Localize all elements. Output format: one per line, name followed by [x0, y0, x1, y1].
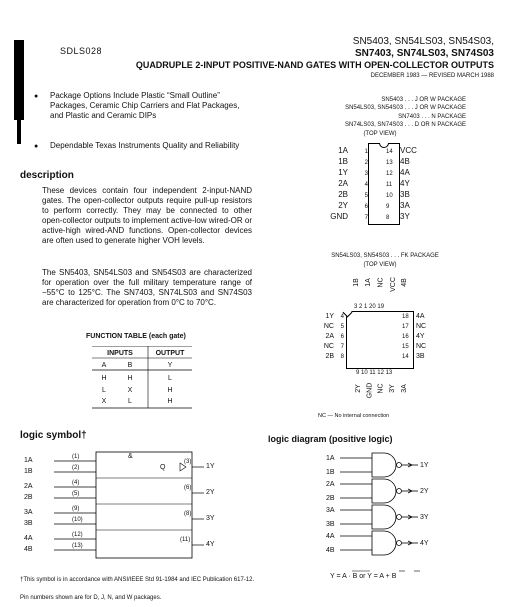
logic-symbol-amp: &	[128, 453, 133, 460]
fk-pin-right: 18 4A	[402, 313, 425, 320]
ls-input-pin: (4)	[72, 480, 80, 486]
ld-input: 2A	[326, 481, 335, 488]
ls-input: 3A	[24, 509, 33, 516]
logic-symbol-diagram	[20, 448, 230, 564]
ft-output-label: OUTPUT	[155, 350, 185, 357]
pkg1-view: (TOP VIEW)	[363, 131, 397, 137]
ld-input: 2B	[326, 495, 335, 502]
fk-pin-left: 1Y 4	[325, 313, 344, 320]
dip-pin-right-14: 14 VCC	[386, 146, 417, 155]
dip-pin-right-12: 12 4A	[386, 168, 410, 177]
ls-output-pin: (11)	[180, 537, 191, 543]
doc-id: SDLS028	[60, 46, 103, 56]
ls-input-pin: (1)	[72, 454, 80, 460]
ls-input: 1A	[24, 457, 33, 464]
feature-bullet-1: ●	[34, 93, 39, 100]
pkg1-line-1: SN5403 . . . J OR W PACKAGE	[381, 97, 466, 103]
dip-pin-right-10: 10 3B	[386, 190, 410, 199]
fk-right-pins	[402, 312, 452, 362]
fk-pin-left: NC 5	[323, 323, 344, 330]
fk-top-labels: 1B 1A NC VCC 4B	[352, 277, 408, 292]
dip-pin-left-5: 2B 5	[338, 190, 368, 199]
dip-left-pins	[320, 146, 380, 223]
ft-cell: L	[102, 387, 106, 394]
ls-input-pin: (12)	[72, 532, 83, 538]
ft-col-a: A	[101, 362, 107, 369]
ld-input: 4B	[326, 547, 335, 554]
ld-output: 1Y	[420, 462, 429, 469]
dip-pin-left-3: 1Y 3	[338, 168, 368, 177]
ls-input-pin: (2)	[72, 465, 80, 471]
pkg1-line-3: SN7403 . . . N PACKAGE	[398, 114, 466, 120]
section-marker-bar	[14, 40, 24, 120]
ls-input: 2A	[24, 483, 33, 490]
ls-output-pin: (8)	[184, 511, 192, 517]
ld-input: 4A	[326, 533, 335, 540]
ft-inputs-label: INPUTS	[107, 350, 133, 357]
function-table-title: FUNCTION TABLE (each gate)	[86, 333, 186, 340]
fk-pin-right: 17 NC	[402, 323, 427, 330]
footnote-1: †This symbol is in accordance with ANSI/IEEE Std 91-1984 and IEC Publication 617-12.	[20, 577, 255, 583]
pkg1-line-4: SN74LS03, SN74S03 . . . D OR N PACKAGE	[345, 122, 466, 128]
fk-pin-left: NC 7	[323, 343, 344, 350]
ft-col-b: B	[127, 362, 133, 369]
ls-output-pin: (6)	[184, 485, 192, 491]
ld-output: 2Y	[420, 488, 429, 495]
ld-input: 3A	[326, 507, 335, 514]
ft-cell: L	[128, 398, 132, 405]
ft-cell: L	[168, 375, 172, 382]
feature-bullet-2: ●	[34, 143, 39, 150]
fk-pin-left: 2A 6	[325, 333, 344, 340]
doc-title: QUADRUPLE 2-INPUT POSITIVE-NAND GATES WITH OPEN-COLLECTOR OUTPUTS	[135, 60, 494, 70]
logic-diagram	[320, 448, 480, 568]
part-numbers-line2: SN7403, SN74LS03, SN74S03	[355, 48, 494, 59]
dip-pin-left-1: 1A 1	[338, 146, 368, 155]
feature-2: Dependable Texas Instruments Quality and Reliability	[50, 141, 240, 150]
pkg2-view: (TOP VIEW)	[363, 262, 397, 268]
fk-pin-right: 16 4Y	[402, 333, 425, 340]
logic-equation: Y = A · B or Y = A + B	[330, 573, 397, 580]
fk-top-nums: 3 2 1 20 19	[354, 304, 385, 310]
dip-pin-left-2: 1B 2	[338, 157, 368, 166]
fk-left-pins	[316, 312, 366, 362]
ls-input: 3B	[24, 520, 33, 527]
ls-input: 1B	[24, 468, 33, 475]
ft-cell: X	[101, 398, 107, 405]
description-para-1: These devices contain four independent 2-input-NAND gates. The open-collector outputs require pull-up resistors to perform correctly. They may be connected to other open-collector outputs to implement active-low wired-OR or active-high wired-AND functions. Open-collector devices are often used to generate higher VOH levels.	[42, 186, 252, 245]
fk-pin-right: 15 NC	[402, 343, 427, 350]
footnote-2: Pin numbers shown are for D, J, N, and W packages.	[20, 595, 162, 601]
pkg2-line: SN54LS03, SN54S03 . . . FK PACKAGE	[331, 253, 439, 259]
ft-cell: X	[127, 387, 133, 394]
ls-input-pin: (9)	[72, 506, 80, 512]
ft-cell: H	[101, 375, 107, 382]
ld-input: 1B	[326, 469, 335, 476]
ld-output: 4Y	[420, 540, 429, 547]
dip-pin-left-6: 2Y 6	[338, 201, 368, 210]
ls-input-pin: (13)	[72, 543, 83, 549]
equation-overbars	[352, 570, 432, 574]
dip-right-pins	[386, 146, 446, 223]
ls-output-pin: (3)	[184, 459, 192, 465]
dip-pin-left-4: 2A 4	[338, 179, 368, 188]
ft-cell: H	[127, 375, 133, 382]
ls-input: 2B	[24, 494, 33, 501]
ft-col-y: Y	[167, 362, 173, 369]
fk-bottom-labels: 2Y GND NC 3Y 3A	[354, 382, 408, 399]
description-para-2: The SN5403, SN54LS03 and SN54S03 are characterized for operation over the full military temperature range of −55°C to 125°C. The SN7403, SN74LS03 and SN74S03 are characterized for operation from 0°C to 70°C.	[42, 268, 252, 307]
ls-output: 2Y	[206, 489, 215, 496]
ls-output: 1Y	[206, 463, 215, 470]
doc-date: DECEMBER 1983 — REVISED MARCH 1988	[370, 73, 494, 79]
fk-pin-left: 2B 8	[325, 353, 344, 360]
dip-pin-right-13: 13 4B	[386, 157, 410, 166]
ld-input: 3B	[326, 521, 335, 528]
ld-output: 3Y	[420, 514, 429, 521]
ls-output: 4Y	[206, 541, 215, 548]
fk-bottom-nums: 9 10 11 12 13	[356, 370, 393, 376]
logic-symbol-heading: logic symbol†	[20, 430, 87, 441]
ls-input-pin: (5)	[72, 491, 80, 497]
fk-pin-right: 14 3B	[402, 353, 425, 360]
logic-diagram-heading: logic diagram (positive logic)	[268, 434, 393, 444]
dip-pin-right-9: 9 3A	[386, 201, 410, 210]
ft-cell: H	[167, 398, 173, 405]
feature-1: Package Options Include Plastic “Small Outline” Packages, Ceramic Chip Carriers and Flat Packages, and Plastic and Ceramic DIPs	[50, 91, 240, 120]
ls-input: 4B	[24, 546, 33, 553]
ls-input: 4A	[24, 535, 33, 542]
description-heading: description	[20, 170, 74, 181]
ld-input: 1A	[326, 455, 335, 462]
dip-pin-right-8: 8 3Y	[386, 212, 410, 221]
nc-note: NC — No internal connection	[318, 413, 390, 419]
dip-pin-right-11: 11 4Y	[386, 179, 410, 188]
ls-input-pin: (10)	[72, 517, 83, 523]
pkg1-line-2: SN54LS03, SN54S03 . . . J OR W PACKAGE	[345, 105, 466, 111]
ft-cell: H	[167, 387, 173, 394]
part-numbers-line1: SN5403, SN54LS03, SN54S03,	[352, 36, 494, 47]
ls-output: 3Y	[206, 515, 215, 522]
logic-symbol-q: Q	[160, 464, 166, 471]
dip-pin-left-7: GND 7	[330, 212, 368, 221]
